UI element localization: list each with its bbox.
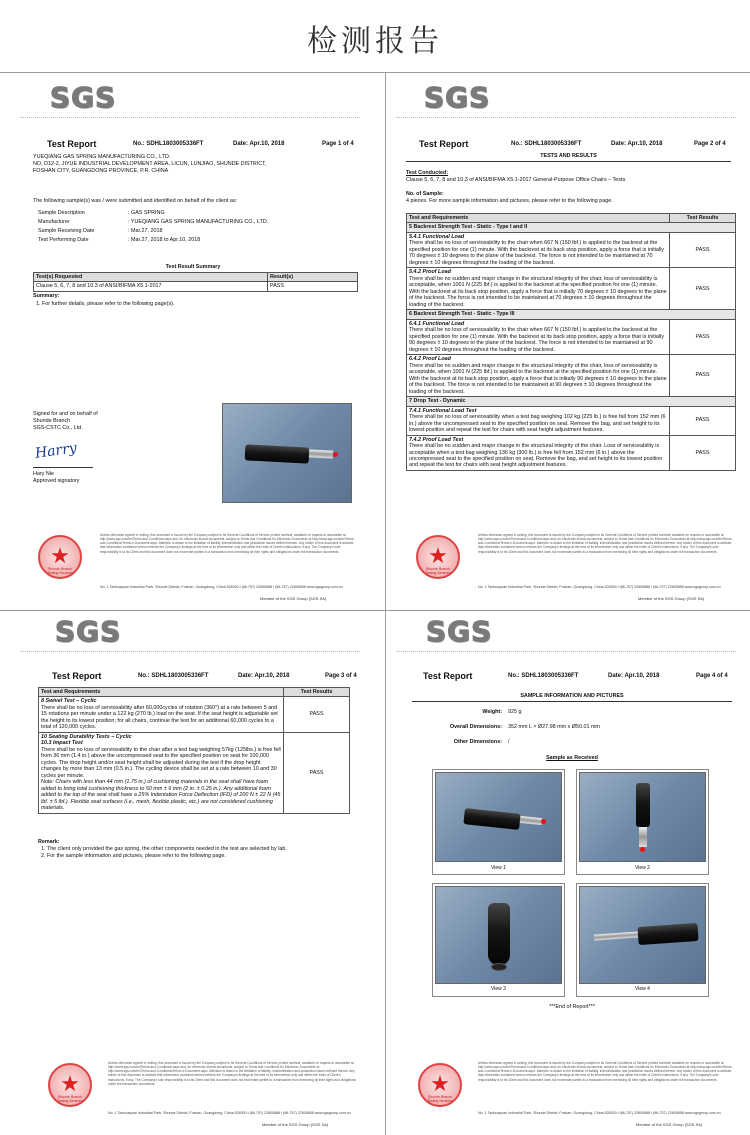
table-row [39, 732, 350, 813]
report-number: No.: SDHL1803005336FT [138, 673, 209, 679]
req-text: There shall be no sudden and major change in the structural integrity of the chair, loss of serviceability is acceptable, when 1001 N (225 lbf.) is applied to the backrest at the specified position for one (1) minute. With the backrest at its back stop position, apply a force that is initially 70 degrees ± 10 degrees to the plane of the backrest. The force is not intended to be maintained at 70 degrees ± 10 degrees throughout the loading of the backrest. [409, 275, 667, 308]
summary-result: PASS [268, 282, 358, 291]
summary-title: Test Result Summary [165, 264, 221, 270]
field-label: Sample Description [38, 210, 85, 216]
table-row [407, 319, 736, 354]
star-icon: ★ [60, 1071, 80, 1096]
weight-label: Weight: [482, 709, 502, 715]
req-note: Note: Chairs with less than 44 mm (1.75 in.) of cushioning materials in the seat shall have foam added to bring total cushioning thickness to 50 mm ± 6 mm (2 in. ± 0.25 in.). Any additional foam added to the top of the seat shall have a 25% Indentation Force Deflection (IFD) of 200 N ± 22 N (45 lbf. ± 5 lbf.). Flexible seat surfaces (i.e., mesh, flexible plastic, etc.) are not considered cushioning materials. [41, 779, 281, 812]
signature-line [33, 467, 93, 468]
gas-spring-rod [520, 816, 543, 825]
section-title: SAMPLE INFORMATION AND PICTURES [412, 693, 732, 702]
end-of-report: ***End of Report*** [549, 1004, 595, 1010]
info-row [412, 739, 732, 754]
view-1-frame [432, 769, 565, 875]
report-page-4 [386, 611, 750, 1135]
official-stamp [416, 535, 460, 579]
gas-spring-body [245, 444, 310, 463]
sgs-logo: SGS [426, 615, 493, 648]
view-2-photo [579, 772, 706, 862]
footer-address: No. 1 Taohuayuan Industrial Park, Shunde District, Foshan, Guangdong, China 528300 t (86-757) 22805888 f (86-757) 22805858 www.sgsgroup.com.cn [478, 1111, 721, 1115]
field-value: : Mar.27, 2018 to Apr.10, 2018 [128, 237, 201, 243]
logo-rule [396, 117, 736, 121]
report-label: Test Report [52, 671, 102, 681]
gas-spring-rod [309, 449, 333, 458]
sgs-logo: SGS [55, 615, 122, 648]
report-date: Date: Apr.10, 2018 [611, 141, 663, 147]
member-note: Member of the SGS Group (SGS SA) [636, 1122, 703, 1127]
report-page-3 [0, 611, 385, 1135]
client-address-2: FOSHAN CITY, GUANGDONG PROVINCE, P.R. CHINA [33, 167, 169, 174]
result-cell: PASS [284, 697, 350, 732]
sample-info [412, 709, 732, 754]
gas-spring-tip [333, 452, 338, 457]
client-company: YUEQIANG GAS SPRING MANUFACTURING CO., LTD. [33, 154, 171, 160]
stamp-text: Shunde Branch Testing Services [427, 1095, 453, 1104]
footer-address: No. 1 Taohuayuan Industrial Park, Shunde District, Foshan, Guangdong, China 528300 t (86-757) 22805888 f (86-757) 22805858 www.sgsgroup.com.cn [100, 585, 343, 589]
signed-line-2: Shunde Branch [33, 417, 71, 424]
col-requirements: Test and Requirements [39, 688, 284, 697]
conducted-text: Clause 5, 6, 7, 8 and 10.3 of ANSI/BIFMA X5.1-2017 General-Purpose Office Chairs – Tests. [406, 177, 627, 183]
view-3-frame [432, 883, 565, 997]
sample-fields [38, 210, 358, 246]
sample-intro: The following sample(s) was / were submitted and identified on behalf of the client as: [33, 198, 238, 204]
table-row [407, 406, 736, 435]
report-date: Date: Apr.10, 2018 [608, 673, 660, 679]
sample-photo [222, 403, 352, 503]
sample-text: 4 pieces. For more sample information and pictures, please refer to the following page. [406, 198, 613, 204]
stamp-text: Shunde Branch Testing Services [47, 567, 73, 576]
member-note: Member of the SGS Group (SGS SA) [638, 596, 705, 601]
field-row [38, 228, 358, 237]
report-date: Date: Apr.10, 2018 [238, 673, 290, 679]
received-label: Sample as Received [546, 755, 598, 761]
view-3-photo [435, 886, 562, 984]
official-stamp [418, 1063, 462, 1107]
signed-line-1: Signed for and on behalf of [33, 411, 98, 417]
official-stamp [48, 1063, 92, 1107]
page-number: Page 2 of 4 [694, 141, 726, 147]
client-block [33, 154, 373, 174]
field-label: Sample Receiving Date [38, 228, 95, 234]
req-heading: 7.4.1 Functional Load Test [409, 407, 477, 414]
member-note: Member of the SGS Group (SGS SA) [260, 596, 327, 601]
page-title: 检测报告 [307, 24, 443, 59]
disclaimer: Unless otherwise agreed in writing, this document is issued by the Company subject to its General Conditions of Service printed overleaf, available on request or accessible at http://www.sgs.com/en/Terms-and-Conditions.aspx and, for electronic format documents, subject to Terms and Conditions for Electronic Documents at http://www.sgs.com/en/Terms-and-Conditions/Terms-e-Document.aspx. Attention is drawn to the limitation of liability, indemnification and jurisdiction issues defined therein. Any holder of this document is advised that information contained hereon reflects the Company's findings at the time of its intervention only and within the limits of Client's instructions, if any. The Company's sole responsibility is to its Client and this document does not exonerate parties to a transaction from exercising all their rights and obligations under the transaction documents. [108, 1061, 357, 1086]
footer-address: No. 1 Taohuayuan Industrial Park, Shunde District, Foshan, Guangdong, China 528300 t (86-757) 22805888 f (86-757) 22805858 www.sgsgroup.com.cn [478, 585, 721, 589]
field-value: : Mar.27, 2018 [128, 228, 163, 234]
col-result: Result(s) [268, 273, 358, 282]
section-row: 7 Drop Test - Dynamic [407, 397, 736, 406]
req-text: There shall be no loss of serviceability to the chair after a test bag weighing 57kg (125lbs.) is free fell from 36 mm (1.4 in.) above the uncompressed seat to the specified position on seat for 100,000 cycles. The drop height and/or seat height shall be adjusted during the test if the drop height changes by more than 13 mm (0.5 in.). The cycling device shall be set at a rate between 10 and 30 cycles per minute. [41, 746, 281, 779]
section-row: 6 Backrest Strength Test - Static - Type III [407, 310, 736, 319]
req-text: There shall be no sudden and major change in the structural integrity of the chair, loss of serviceability is acceptable, when 1001 N (225 lbf.) is applied to the backrest at the specified position for one (1) minute. With the backrest at its back stop position, apply a force that is initially 90 degrees ± 10 degrees to the plane of the backrest. The force is not intended to be maintained at 90 degrees ± 10 degrees throughout the loading of the backrest. [409, 362, 667, 395]
field-row [38, 210, 358, 219]
gas-spring-rod [639, 827, 647, 847]
table-row [407, 397, 736, 406]
weight-value: 925 g [508, 709, 522, 715]
dimensions-label: Overall Dimensions: [449, 724, 502, 730]
table-row [407, 223, 736, 232]
signature: Harry [34, 440, 78, 462]
view-3-caption: View 3 [491, 986, 506, 992]
view-4-photo [579, 886, 706, 984]
gas-spring-tip [640, 847, 645, 852]
summary-label: Summary: [33, 293, 60, 299]
page-number: Page 3 of 4 [325, 673, 357, 679]
col-results: Test Results [284, 688, 350, 697]
gas-spring-body [488, 903, 510, 965]
disclaimer: Unless otherwise agreed in writing, this document is issued by the Company subject to its General Conditions of Service printed overleaf, available on request or accessible at http://www.sgs.com/en/Terms-and-Conditions.aspx and, for electronic format documents, subject to Terms and Conditions for Electronic Documents at http://www.sgs.com/en/Terms-and-Conditions/Terms-e-Document.aspx. Attention is drawn to the limitation of liability, indemnification and jurisdiction issues defined therein. Any holder of this document is advised that information contained hereon reflects the Company's findings at the time of its intervention only and within the limits of Client's instructions, if any. The Company's sole responsibility is to its Client and this document does not exonerate parties to a transaction from exercising all their rights and obligations under the transaction documents. [478, 533, 733, 554]
report-label: Test Report [47, 139, 97, 149]
disclaimer: Unless otherwise agreed in writing, this document is issued by the Company subject to its General Conditions of Service printed overleaf, available on request or accessible at http://www.sgs.com/en/Terms-and-Conditions.aspx and, for electronic format documents, subject to Terms and Conditions for Electronic Documents at http://www.sgs.com/en/Terms-and-Conditions/Terms-e-Document.aspx. Attention is drawn to the limitation of liability, indemnification and jurisdiction issues defined therein. Any holder of this document is advised that information contained hereon reflects the Company's findings at the time of its intervention only and within the limits of Client's instructions, if any. The Company's sole responsibility is to its Client and this document does not exonerate parties to a transaction from exercising all their rights and obligations under the transaction documents. [478, 1061, 733, 1082]
col-results: Test Results [670, 214, 736, 223]
req-text: There shall be no loss of serviceability when a test bag weighing 102 kg (225 lb.) is free fall from 152 mm (6 in.) above the uncompressed seat to the specified position on seat. Remove the bag, and set height to its lowest position and repeat the test for chairs with seat height adjustment features. [409, 414, 666, 434]
field-row [38, 237, 358, 246]
view-2-frame [576, 769, 709, 875]
signer-name: Hary Nie [33, 471, 54, 477]
star-icon: ★ [50, 543, 70, 568]
gas-spring-body [636, 783, 650, 827]
conducted-label: Test Conducted: [406, 170, 449, 176]
view-2-caption: View 2 [635, 865, 650, 871]
req-heading: 7.4.2 Proof Load Test [409, 436, 464, 443]
results-table [406, 213, 736, 471]
req-heading: 6.4.1 Functional Load [409, 320, 465, 327]
page-number: Page 1 of 4 [322, 141, 354, 147]
remark-2: 2. For the sample information and pictures, please refer to the following page. [41, 853, 226, 859]
view-4-frame [576, 883, 709, 997]
section-row: 5 Backrest Strength Test - Static - Type I and II [407, 223, 736, 232]
view-4-caption: View 4 [635, 986, 650, 992]
client-address-1: NO. D12-2, JIYUE INDUSTRIAL DEVELOPMENT AREA, LICUN, LUNJIAO, SHUNDE DISTRICT, [33, 160, 267, 167]
field-value: : YUEQIANG GAS SPRING MANUFACTURING CO., LTD. [128, 219, 269, 225]
report-page-2 [386, 73, 750, 610]
gas-spring-rod [594, 931, 640, 940]
member-note: Member of the SGS Group (SGS SA) [262, 1122, 329, 1127]
table-row [407, 310, 736, 319]
gas-spring-tip [541, 819, 546, 824]
req-text: There shall be no loss of serviceability after 60,000cycles of rotation (360°) at a rate between 5 and 15 rotations per minute under a 122 kg (270 lb.) load on the seat. If the seat height is adjustable set the height to its lowest position; for all chairs, continue the test for an additional 60,000 cycles to a total of 120,000 cycles. [41, 704, 278, 731]
logo-rule [20, 117, 360, 121]
results-table [38, 687, 350, 814]
section-title: TESTS AND RESULTS [406, 153, 731, 162]
field-label: Manufacturer [38, 219, 70, 225]
req-heading: 8 Swivel Test – Cyclic [41, 698, 97, 705]
col-requirements: Test and Requirements [407, 214, 670, 223]
report-label: Test Report [423, 671, 473, 681]
col-test: Test(s) Requested [34, 273, 268, 282]
signed-line-3: SGS-CSTC Co., Ltd. [33, 424, 83, 431]
summary-test: Clause 5, 6, 7, 8 and 10.3 of ANSI/BIFMA X5.1-2017 [34, 282, 268, 291]
logo-rule [396, 651, 736, 655]
result-cell: PASS [284, 732, 350, 813]
result-cell: PASS [670, 319, 736, 354]
req-heading: 5.4.2 Proof Load [409, 269, 451, 276]
req-text: There shall be no loss of serviceability to the chair when 667 N (150 lbf.) is applied to the backrest at the specified position for one (1) minute. With the backrest at its back stop position, apply a force that is initially 90 degrees ± 10 degrees to the plane of the backrest. The force is not intended to be maintained at 90 degrees ± 10 degrees throughout the loading of the backrest. [409, 327, 664, 353]
remark-1: 1. The client only provided the gas spring, the other components needed in the test are selected by lab. [41, 846, 287, 852]
disclaimer: Unless otherwise agreed in writing, this document is issued by the Company subject to its General Conditions of Service printed overleaf, available on request or accessible at http://www.sgs.com/en/Terms-and-Conditions.aspx and, for electronic format documents, subject to Terms and Conditions for Electronic Documents at http://www.sgs.com/en/Terms-and-Conditions/Terms-e-Document.aspx. Attention is drawn to the limitation of liability, indemnification and jurisdiction issues defined therein. Any holder of this document is advised that information contained hereon reflects the Company's findings at the time of its intervention only and within the limits of Client's instructions, if any. The Company's sole responsibility is to its Client and this document does not exonerate parties to a transaction from exercising all their rights and obligations under the transaction documents. [100, 533, 355, 554]
star-icon: ★ [428, 543, 448, 568]
remark-label: Remark: [38, 839, 60, 845]
result-cell: PASS [670, 435, 736, 470]
other-dimensions-label: Other Dimensions: [453, 739, 502, 745]
view-1-caption: View 1 [491, 865, 506, 871]
table-row [407, 268, 736, 310]
result-cell: PASS [670, 232, 736, 267]
other-dimensions-value: / [508, 739, 510, 745]
field-label: Test Performing Date [38, 237, 89, 243]
summary-table [33, 272, 358, 292]
sample-label: No. of Sample: [406, 191, 444, 197]
table-row [407, 355, 736, 397]
report-number: No.: SDHL1803005336FT [511, 141, 582, 147]
logo-rule [20, 651, 360, 655]
field-value: : GAS SPRING [128, 210, 165, 216]
gas-spring-body [637, 923, 698, 945]
req-heading: 5.4.1 Functional Load [409, 233, 465, 240]
info-row [412, 709, 732, 724]
sgs-logo: SGS [50, 81, 117, 114]
report-label: Test Report [419, 139, 469, 149]
field-row [38, 219, 358, 228]
gas-spring-body [463, 808, 520, 830]
req-heading: 6.4.2 Proof Load [409, 356, 451, 363]
req-subheading: 10.3 Impact Test [41, 740, 83, 747]
stamp-text: Shunde Branch Testing Services [57, 1095, 83, 1104]
req-text: There shall be no loss of serviceability to the chair when 667 N (150 lbf.) is applied to the backrest at the specified position for one (1) minute. With the backrest at its back stop position, apply a force that is initially 70 degrees ± 10 degrees to the plane of the backrest. The force is not intended to be maintained at 70 degrees ± 10 degrees throughout the loading of the backrest. [409, 240, 664, 266]
report-page-1 [0, 73, 385, 610]
table-row [407, 232, 736, 267]
dimensions-value: 352 mm L × Ø27.98 mm x Ø50.01 mm [508, 724, 600, 730]
summary-text: 1. For further details, please refer to the following page(s). [36, 301, 175, 307]
footer-address: No. 1 Taohuayuan Industrial Park, Shunde District, Foshan, Guangdong, China 528300 t (86-757) 22805888 f (86-757) 22805858 www.sgsgroup.com.cn [108, 1111, 351, 1115]
report-number: No.: SDHL1803005336FT [133, 141, 204, 147]
gas-spring-end [491, 963, 507, 971]
report-date: Date: Apr.10, 2018 [233, 141, 285, 147]
result-cell: PASS [670, 268, 736, 310]
signer-block [33, 471, 79, 485]
signer-title: Approved signatory [33, 477, 80, 484]
stamp-text: Shunde Branch Testing Services [425, 567, 451, 576]
page-number: Page 4 of 4 [696, 673, 728, 679]
star-icon: ★ [430, 1071, 450, 1096]
report-number: No.: SDHL1803005336FT [508, 673, 579, 679]
view-1-photo [435, 772, 562, 862]
official-stamp [38, 535, 82, 579]
result-cell: PASS [670, 355, 736, 397]
req-heading: 10 Seating Durability Tests – Cyclic [41, 733, 132, 740]
req-text: There shall be no sudden and major change in the structural integrity of the chair. Loss of serviceability is acceptable when a test bag weighing 136 kg (300 lb.) is free fell from 152 mm (6 in.) above the uncompressed seat to the specified position on seat. Remove the bag, and set height to its lowest position and repeat the test for chairs with seat height adjustment features. [409, 443, 663, 469]
table-row [407, 435, 736, 470]
sgs-logo: SGS [424, 81, 491, 114]
signature-block [33, 411, 98, 431]
result-cell: PASS [670, 406, 736, 435]
table-row [39, 697, 350, 732]
info-row [412, 724, 732, 739]
